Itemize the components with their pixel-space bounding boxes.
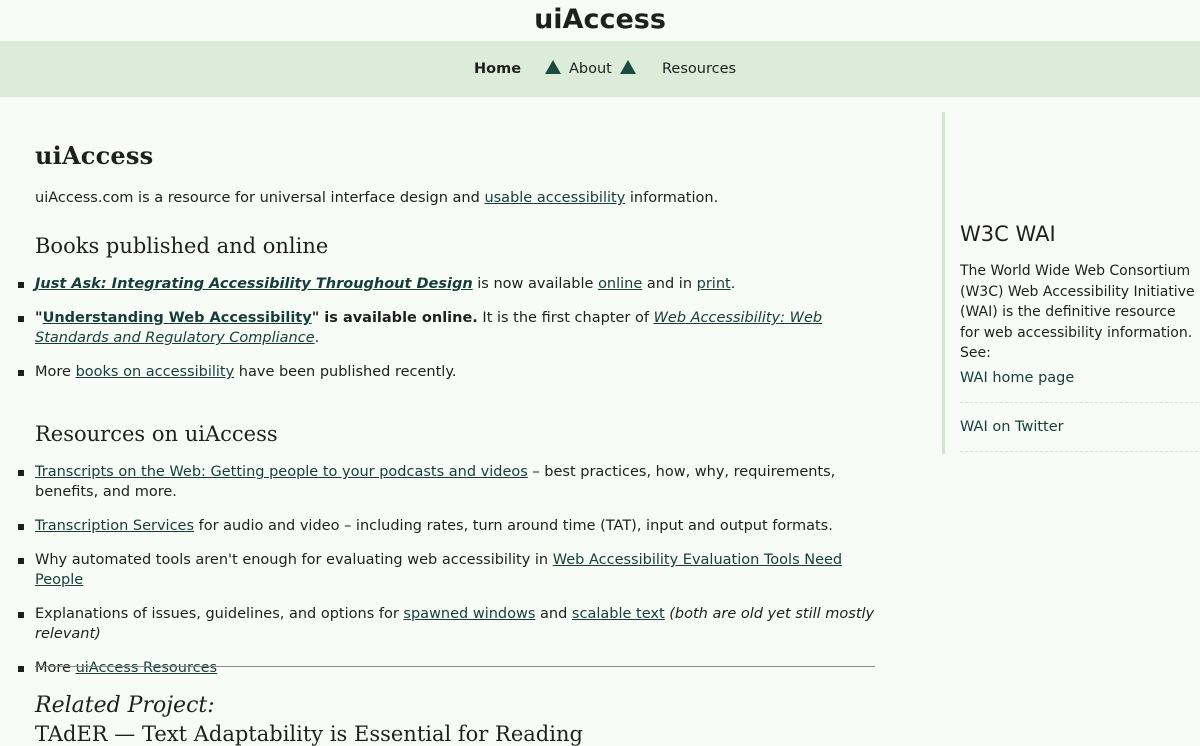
relevance-note: (both are old yet still mostly relevant) (35, 606, 875, 642)
tree-icon (545, 60, 561, 74)
sidebar (942, 112, 1200, 454)
resources-heading: Resources on uiAccess (35, 422, 278, 446)
books-heading: Books published and online (35, 234, 329, 258)
list-item: Why automated tools aren't enough for evaluating web accessibility in Web Accessibility Evaluation Tools Need People (35, 550, 877, 590)
wai-home-page-link[interactable]: WAI home page (960, 354, 1200, 403)
spawned-windows-link[interactable]: spawned windows (403, 606, 536, 622)
related-project-title: Related Project: (35, 693, 215, 718)
site-title: uiAccess (0, 0, 1200, 40)
transcripts-link[interactable]: Transcripts on the Web: Getting people to your podcasts and videos (35, 464, 528, 480)
sidebar-title: W3C WAI (960, 222, 1056, 246)
list-item: Transcripts on the Web: Getting people to your podcasts and videos – best practices, how, why, requirements, benefits, and more. (35, 462, 877, 502)
evaluation-tools-link[interactable]: Web Accessibility Evaluation Tools Need People (35, 552, 843, 588)
related-project-name: TAdER — Text Adaptability is Essential for Reading (35, 722, 583, 746)
sidebar-links (960, 354, 1200, 452)
sidebar-description: The World Wide Web Consortium (W3C) Web Accessibility Initiative (WAI) is the definitive resource for web accessibility information. See: (960, 263, 1195, 361)
intro-text: uiAccess.com is a resource for universal interface design and usable accessibility information. (35, 190, 719, 206)
list-item: More books on accessibility have been published recently. (35, 362, 877, 382)
page-title: uiAccess (35, 141, 154, 170)
resources-list (35, 462, 877, 692)
understanding-web-accessibility-link[interactable]: Understanding Web Accessibility (42, 310, 312, 326)
nav-about-label: About (569, 61, 612, 77)
nav-about-link[interactable] (545, 56, 636, 82)
print-link[interactable]: print (696, 276, 731, 292)
divider (35, 666, 875, 667)
just-ask-link[interactable]: Just Ask: Integrating Accessibility Throughout Design (35, 276, 473, 292)
list-item: "Understanding Web Accessibility" is available online. It is the first chapter of Web Accessibility: Web Standards and Regulatory Compliance. (35, 308, 877, 348)
online-link[interactable]: online (598, 276, 643, 292)
list-item: More uiAccess Resources (35, 658, 877, 678)
uiaccess-resources-link[interactable]: uiAccess Resources (75, 660, 218, 676)
books-on-accessibility-link[interactable]: books on accessibility (75, 364, 235, 380)
books-list (35, 274, 877, 396)
usable-accessibility-link[interactable]: usable accessibility (484, 190, 626, 206)
main-nav (0, 41, 1200, 97)
list-item: Explanations of issues, guidelines, and options for spawned windows and scalable text (both are old yet still mostly relevant) (35, 604, 877, 644)
tree-icon (620, 60, 636, 74)
transcription-services-link[interactable]: Transcription Services (35, 518, 195, 534)
list-item: Just Ask: Integrating Accessibility Throughout Design is now available online and in print. (35, 274, 877, 294)
list-item: Transcription Services for audio and video – including rates, turn around time (TAT), input and output formats. (35, 516, 877, 536)
wai-twitter-link[interactable]: WAI on Twitter (960, 403, 1200, 452)
nav-resources-link[interactable]: Resources (662, 61, 737, 77)
web-accessibility-book-link[interactable]: Web Accessibility: Web Standards and Regulatory Compliance (35, 310, 823, 346)
scalable-text-link[interactable]: scalable text (571, 606, 665, 622)
nav-home-link[interactable]: Home (474, 61, 522, 77)
